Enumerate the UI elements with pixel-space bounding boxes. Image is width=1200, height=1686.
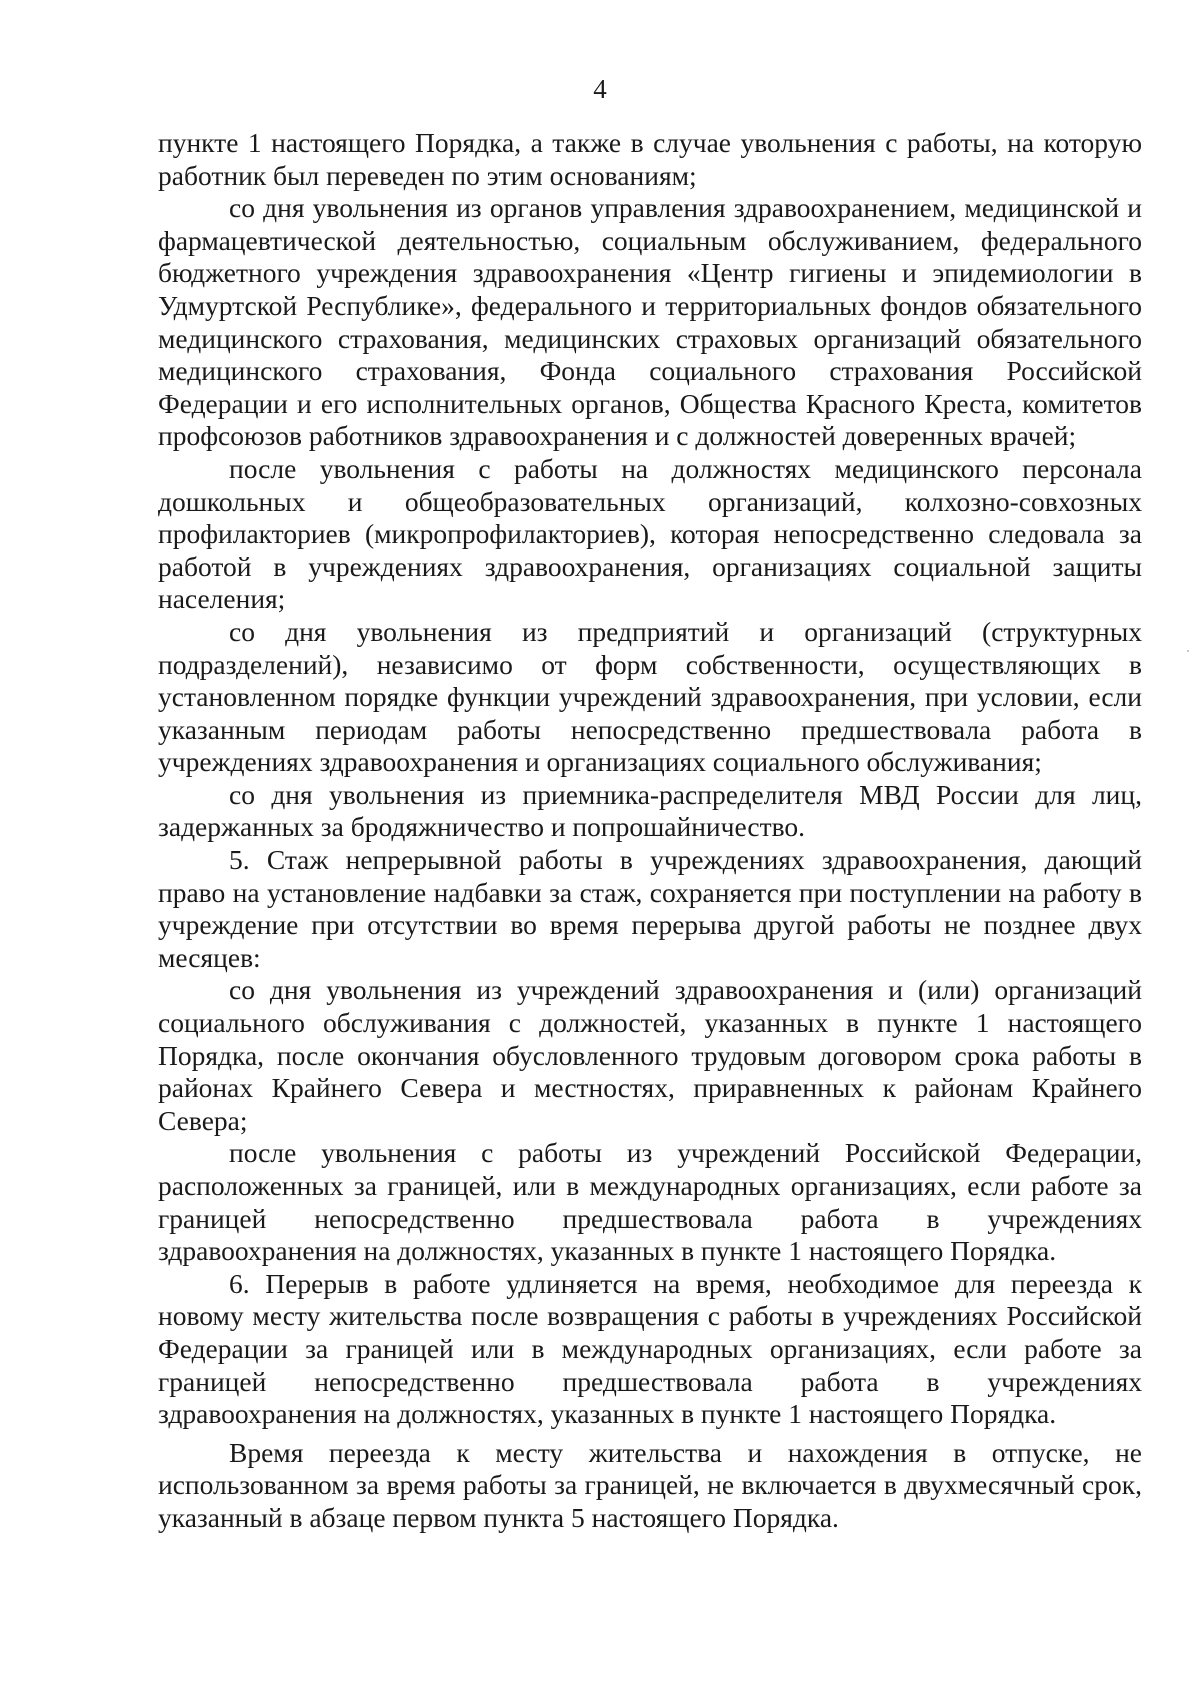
paragraph: со дня увольнения из органов управления здравоохранением, медицинской и фармацевтической деятельностью, социальным обслуживанием, федерального бюджетного учреждения здравоохранения «Центр гигиены и эпидемиологии в Удмуртской Республике», федерального и территориальных фондов обязательного медицинского страхования, медицинских страховых организаций обязательного медицинского страхования, Фонда социального страхования Российской Федерации и его исполнительных органов, Общества Красного Креста, комитетов профсоюзов работников здравоохранения и с должностей доверенных врачей; <box>158 192 1142 452</box>
paragraph: 6. Перерыв в работе удлиняется на время, необходимое для переезда к новому месту жительства после возвращения с работы в учреждениях Российской Федерации за границей или в международных организациях, если работе за границей непосредственно предшествовала работа в учреждениях здравоохранения на должностях, указанных в пункте 1 настоящего Порядка. <box>158 1267 1142 1430</box>
paragraph: со дня увольнения из предприятий и организаций (структурных подразделений), независимо от форм собственности, осуществляющих в установленном порядке функции учреждений здравоохранения, при условии, если указанным периодам работы непосредственно предшествовала работа в учреждениях здравоохранения и организациях социального обслуживания; <box>158 615 1142 778</box>
scan-speck <box>1187 650 1189 652</box>
paragraph: со дня увольнения из приемника-распределителя МВД России для лиц, задержанных за бродяжничество и попрошайничество. <box>158 778 1142 843</box>
document-body <box>158 127 1142 1535</box>
paragraph: со дня увольнения из учреждений здравоохранения и (или) организаций социального обслуживания с должностей, указанных в пункте 1 настоящего Порядка, после окончания обусловленного трудовым договором срока работы в районах Крайнего Севера и местностях, приравненных к районам Крайнего Севера; <box>158 974 1142 1136</box>
paragraph: пункте 1 настоящего Порядка, а также в случае увольнения с работы, на которую работник был переведен по этим основаниям; <box>158 127 1142 191</box>
page-number: 4 <box>593 74 607 104</box>
paragraph: после увольнения с работы из учреждений Российской Федерации, расположенных за границей, или в международных организациях, если работе за границей непосредственно предшествовала работа в учреждениях здравоохранения на должностях, указанных в пункте 1 настоящего Порядка. <box>158 1137 1142 1267</box>
paragraph: после увольнения с работы на должностях медицинского персонала дошкольных и общеобразовательных организаций, колхозно-совхозных профилакториев (микропрофилакториев), которая непосредственно следовала за работой в учреждениях здравоохранения, организациях социальной защиты населения; <box>158 452 1142 615</box>
paragraph: 5. Стаж непрерывной работы в учреждениях здравоохранения, дающий право на установление надбавки за стаж, сохраняется при поступлении на работу в учреждение при отсутствии во время перерыва другой работы не позднее двух месяцев: <box>158 844 1142 973</box>
paragraph: Время переезда к месту жительства и нахождения в отпуске, не использованном за время работы за границей, не включается в двухмесячный срок, указанный в абзаце первом пункта 5 настоящего Порядка. <box>158 1436 1142 1533</box>
